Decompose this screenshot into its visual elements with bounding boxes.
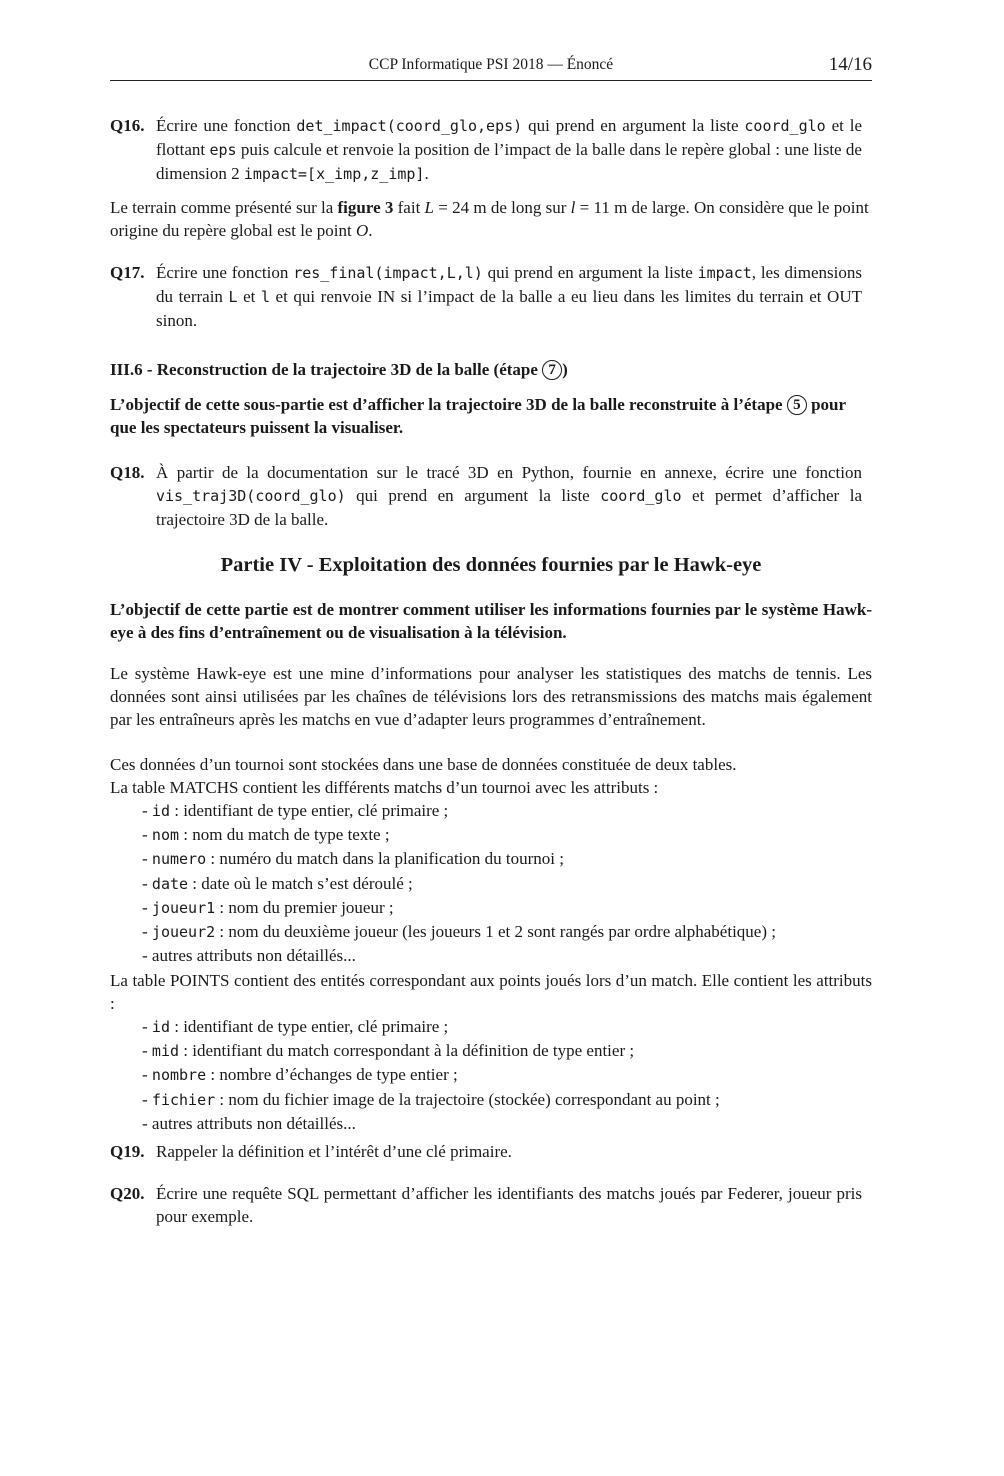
part-iv-title: Partie IV - Exploitation des données fournies par le Hawk-eye <box>220 554 762 576</box>
math-var: L <box>424 198 435 217</box>
list-item <box>142 944 776 967</box>
question-16 <box>110 114 862 186</box>
header-title: CCP Informatique PSI 2018 — Énoncé <box>368 56 614 73</box>
text: = 24 m de long sur <box>434 198 571 217</box>
list-item <box>142 1039 720 1063</box>
step-number-circle: 5 <box>787 395 807 415</box>
text: . <box>424 164 429 183</box>
question-text <box>156 261 862 332</box>
code: nombre <box>151 1066 207 1085</box>
code: joueur1 <box>151 898 216 917</box>
text: : nom du deuxième joueur (les joueurs 1 et 2 sont rangés par ordre alphabétique) ; <box>215 922 776 942</box>
question-label: Q20. <box>110 1184 145 1203</box>
question-18 <box>110 461 862 531</box>
text: : identifiant de type entier, clé primaire ; <box>169 801 449 820</box>
math-var: O <box>355 221 369 240</box>
question-17 <box>110 261 862 332</box>
code: impact <box>697 264 752 282</box>
text: pour que les spectateurs puissent la visualiser. <box>110 395 846 437</box>
page-number: 14/16 <box>828 54 872 75</box>
question-text <box>156 114 862 186</box>
code: vis_traj3D(coord_glo) <box>156 487 346 505</box>
text: L’objectif de cette sous-partie est d’afficher la trajectoire 3D de la balle reconstruite à l’étape <box>110 395 787 414</box>
question-text: Écrire une requête SQL permettant d’afficher les identifiants des matchs joués par Federer, joueur pris pour exemple. <box>156 1184 862 1226</box>
text: qui prend en argument la liste <box>522 116 745 135</box>
text: . <box>368 221 373 240</box>
code: joueur2 <box>151 923 216 942</box>
list-item <box>142 896 776 920</box>
text: : nombre d’échanges de type entier ; <box>206 1065 458 1085</box>
objective-3-6 <box>110 393 872 439</box>
question-label: Q16. <box>110 116 145 135</box>
text: : date où le match s’est déroulé ; <box>188 873 413 893</box>
code: fichier <box>151 1090 216 1109</box>
text: puis calcule et renvoie la position de l’impact de la balle dans le repère global : une liste de dimension 2 <box>156 140 862 183</box>
code: nom <box>151 826 180 845</box>
code: mid <box>151 1042 180 1061</box>
list-item <box>142 872 776 896</box>
math-var: l <box>570 198 576 217</box>
text: et qui renvoie IN si l’impact de la balle a eu lieu dans les limites du terrain et OUT sinon. <box>156 287 862 330</box>
text: Écrire une fonction <box>156 263 294 282</box>
text: : nom du fichier image de la trajectoire (stockée) correspondant au point ; <box>215 1089 720 1109</box>
text: : identifiant du match correspondant à la définition de type entier ; <box>179 1041 635 1061</box>
text: Ces données d’un tournoi sont stockées dans une base de données constituée de deux tables. <box>110 755 737 774</box>
paragraph-database <box>110 753 872 799</box>
section-heading-3-6 <box>110 360 568 380</box>
code: id <box>151 802 170 820</box>
text: À partir de la documentation sur le tracé 3D en Python, fournie en annexe, écrire une fonction <box>156 463 862 482</box>
text: et <box>237 287 261 306</box>
text: et permet d’afficher la trajectoire 3D de la balle. <box>156 486 863 529</box>
paragraph-points: La table POINTS contient des entités correspondant aux points joués lors d’un match. Elle contient les attributs : <box>110 971 872 1013</box>
code: coord_glo <box>744 117 826 135</box>
question-label: Q17. <box>110 263 145 282</box>
text: fait <box>393 198 425 217</box>
question-19 <box>110 1140 862 1163</box>
code: L <box>228 288 238 306</box>
text: = 11 m de large. On considère que le point origine du repère global est le point <box>110 198 869 240</box>
code: id <box>151 1018 170 1036</box>
text: : identifiant de type entier, clé primaire ; <box>169 1017 449 1036</box>
question-label: Q19. <box>110 1142 145 1161</box>
page-header <box>110 54 872 81</box>
list-item <box>142 823 776 847</box>
text: : numéro du match dans la planification du tournoi ; <box>206 849 564 869</box>
code: impact=[x_imp,z_imp] <box>243 165 425 183</box>
question-20 <box>110 1182 862 1228</box>
paragraph-hawkeye: Le système Hawk-eye est une mine d’informations pour analyser les statistiques des matchs de tennis. Les données sont ainsi utilisées par les chaînes de télévisions lors des retransmissions des matchs mais également par les entraîneurs après les matchs en vue d’adapter leurs programmes d’entraînement. <box>110 664 872 729</box>
text: : nom du premier joueur ; <box>215 897 394 917</box>
question-label: Q18. <box>110 463 145 482</box>
question-text <box>156 461 862 531</box>
text: autres attributs non détaillés... <box>151 946 356 966</box>
code: eps <box>209 141 237 159</box>
list-item <box>142 920 776 944</box>
text: Écrire une fonction <box>156 116 297 135</box>
question-text: Rappeler la définition et l’intérêt d’une clé primaire. <box>156 1142 512 1161</box>
text: , les dimensions du terrain <box>156 263 862 306</box>
text: et le flottant <box>156 116 863 159</box>
code: date <box>151 874 189 893</box>
list-item <box>142 799 776 823</box>
text: qui prend en argument la liste <box>482 263 698 282</box>
step-number-circle: 7 <box>542 360 562 380</box>
code: coord_glo <box>600 487 682 505</box>
points-attribute-list <box>142 1015 720 1135</box>
text: La table MATCHS contient les différents matchs d’un tournoi avec les attributs : <box>110 778 659 797</box>
text: III.6 - Reconstruction de la trajectoire 3D de la balle (étape <box>110 360 543 379</box>
text: : nom du match de type texte ; <box>179 825 390 845</box>
text: Le terrain comme présenté sur la <box>110 198 338 217</box>
list-item <box>142 1112 720 1135</box>
code: numero <box>151 850 207 869</box>
figure-reference: figure 3 <box>337 198 394 217</box>
objective-part-iv: L’objectif de cette partie est de montrer comment utiliser les informations fournies par le système Hawk-eye à des fins d’entraînement ou de visualisation à la télévision. <box>110 600 872 642</box>
matchs-attribute-list <box>142 799 776 967</box>
list-item <box>142 1015 720 1039</box>
text: ) <box>562 360 568 379</box>
text: qui prend en argument la liste <box>345 486 601 505</box>
code: det_impact(coord_glo,eps) <box>296 117 523 135</box>
list-item <box>142 1063 720 1087</box>
code: l <box>260 288 270 306</box>
code: res_final(impact,L,l) <box>293 264 483 282</box>
text: autres attributs non détaillés... <box>151 1113 356 1133</box>
paragraph-terrain <box>110 196 872 242</box>
list-item <box>142 847 776 871</box>
list-item <box>142 1088 720 1112</box>
